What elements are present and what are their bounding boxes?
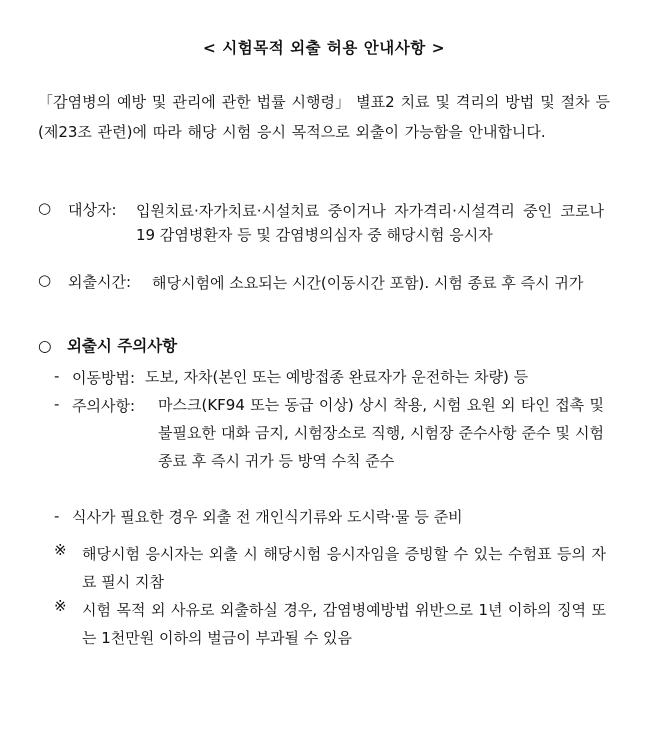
dash-bullet: - (54, 507, 60, 525)
dash-bullet: - (54, 395, 60, 413)
target-text: 입원치료·자가치료·시설치료 중이거나 자가격리·시설격리 중인 코로나19 감염병환자 등 및 감염병의심자 중 해당시험 응시자 (136, 202, 604, 244)
note-text: 해당시험 응시자는 외출 시 해당시험 응시자임을 증빙할 수 있는 수험표 등의 자료 필시 지참 (82, 545, 606, 591)
caution-label: 주의사항: (72, 397, 136, 415)
target-label: 대상자: (68, 201, 117, 219)
dash-bullet: - (54, 367, 60, 385)
transport-text: 도보, 자차(본인 또는 예방접종 완료자가 운전하는 차량) 등 (145, 368, 529, 386)
outing-time-label: 외출시간: (68, 273, 132, 291)
page-title: < 시험목적 외출 허용 안내사항 > (202, 39, 446, 57)
intro-paragraph: 「감염병의 예방 및 관리에 관한 법률 시행령」 별표2 치료 및 격리의 방법 및 절차 등(제23조 관련)에 따라 해당 시험 응시 목적으로 외출이 가능함을 안내합니다. (38, 93, 610, 141)
circle-bullet: ○ (38, 199, 52, 217)
meal-text: 식사가 필요한 경우 외출 전 개인식기류와 도시락·물 등 준비 (72, 508, 463, 526)
note-text: 시험 목적 외 사유로 외출하실 경우, 감염병예방법 위반으로 1년 이하의 징역 또는 1천만원 이하의 벌금이 부과될 수 있음 (82, 601, 606, 647)
outing-time-text: 해당시험에 소요되는 시간(이동시간 포함). 시험 종료 후 즉시 귀가 (152, 274, 584, 292)
caution-text: 마스크(KF94 또는 동급 이상) 상시 착용, 시험 요원 외 타인 접촉 및 불필요한 대화 금지, 시험장소로 직행, 시험장 준수사항 준수 및 시험 종료 후 즉시 귀가 등 방역 수칙 준수 (158, 396, 604, 470)
circle-bullet: ○ (38, 271, 52, 289)
precautions-title: 외출시 주의사항 (66, 337, 178, 355)
circle-bullet: ○ (38, 337, 52, 355)
precautions-heading (38, 334, 177, 356)
reference-mark: ※ (54, 597, 67, 615)
reference-mark: ※ (54, 541, 67, 559)
transport-label: 이동방법: (72, 369, 136, 387)
